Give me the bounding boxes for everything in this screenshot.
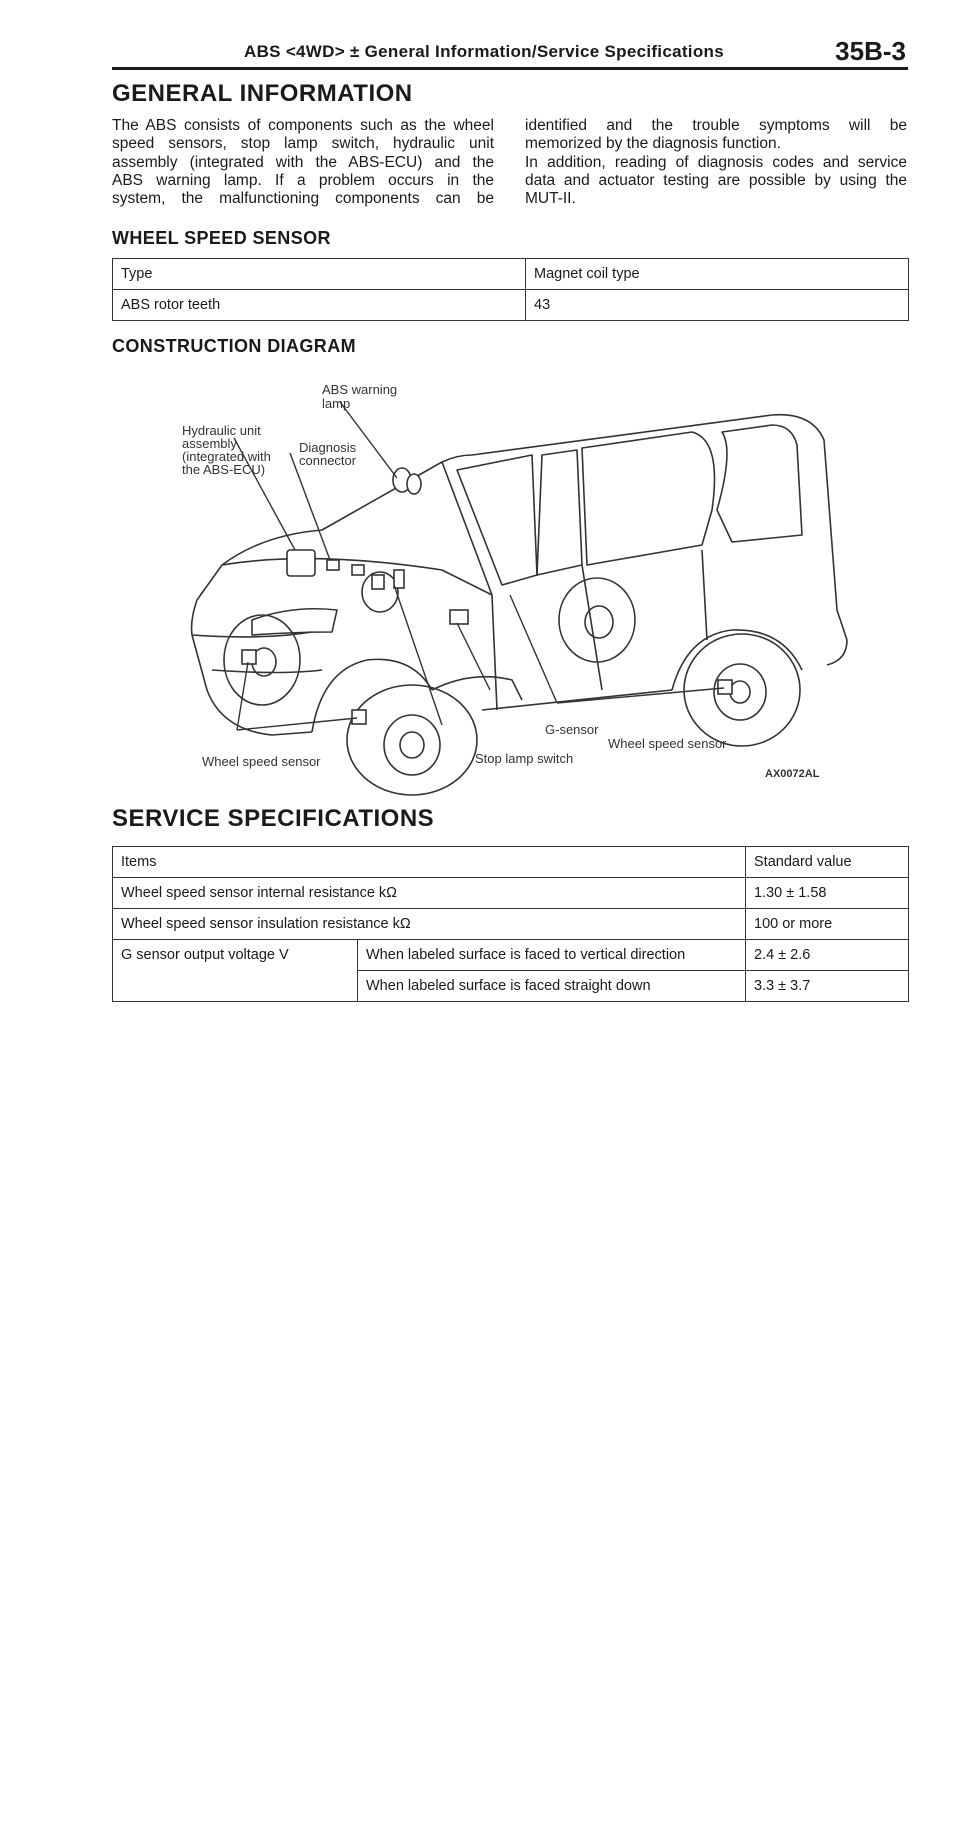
- label-hydraulic-unit-line4: the ABS-ECU): [182, 462, 266, 477]
- table-row: [113, 878, 909, 909]
- table-cell: Wheel speed sensor insulation resistance kΩ: [113, 909, 746, 940]
- page-header: [112, 36, 908, 68]
- figure-code: AX0072AL: [765, 768, 820, 780]
- label-diagnosis-connector-line2: connector: [299, 453, 357, 468]
- table-cell: 2.4 ± 2.6: [746, 940, 909, 971]
- text-line: MUT-II.: [525, 190, 576, 208]
- label-stop-lamp-switch: Stop lamp switch: [475, 751, 574, 766]
- text-line: In addition, reading of diagnosis codes and service: [525, 153, 907, 171]
- label-abs-warning-lamp: ABS warning: [322, 382, 398, 397]
- table-cell: 100 or more: [746, 909, 909, 940]
- service-specifications-table: [112, 846, 909, 1002]
- vehicle-construction-diagram: [112, 370, 909, 800]
- general-info-left-column: [112, 117, 494, 208]
- general-information-heading: GENERAL INFORMATION: [112, 80, 413, 107]
- text-line: The ABS consists of components such as the wheel: [112, 117, 494, 134]
- table-cell: Type: [113, 259, 526, 290]
- table-cell: When labeled surface is faced to vertical direction: [358, 940, 746, 971]
- table-row: [113, 259, 909, 290]
- label-wheel-speed-sensor-rear: Wheel speed sensor: [608, 736, 727, 751]
- text-line: memorized by the diagnosis function.: [525, 135, 781, 153]
- column-header-items: Items: [113, 847, 746, 878]
- table-cell: ABS rotor teeth: [113, 290, 526, 321]
- table-row: [113, 290, 909, 321]
- table-header-row: [113, 847, 909, 878]
- table-cell: 3.3 ± 3.7: [746, 971, 909, 1002]
- label-wheel-speed-sensor-front: Wheel speed sensor: [202, 754, 321, 769]
- header-title: ABS <4WD> ± General Information/Service Specifications: [244, 42, 724, 61]
- text-line: ABS warning lamp. If a problem occurs in the: [112, 171, 494, 189]
- label-hydraulic-unit-line2: assembly: [182, 436, 237, 451]
- table-row: [113, 909, 909, 940]
- text-line: system, the malfunctioning components can be: [112, 190, 494, 208]
- label-hydraulic-unit-line3: (integrated with: [182, 449, 271, 464]
- header-rule: [112, 67, 908, 70]
- components: [242, 468, 732, 724]
- table-row: [113, 940, 909, 971]
- table-cell: Wheel speed sensor internal resistance kΩ: [113, 878, 746, 909]
- text-line: assembly (integrated with the ABS-ECU) and the: [112, 153, 494, 171]
- table-cell: G sensor output voltage V: [113, 940, 358, 1002]
- text-line: speed sensors, stop lamp switch, hydraulic unit: [112, 135, 494, 153]
- label-abs-warning-lamp-line2: lamp: [322, 396, 351, 411]
- construction-diagram-heading: CONSTRUCTION DIAGRAM: [112, 336, 356, 356]
- text-line: data and actuator testing are possible by using the: [525, 171, 907, 189]
- column-header-standard-value: Standard value: [746, 847, 909, 878]
- table-cell: When labeled surface is faced straight down: [358, 971, 746, 1002]
- table-cell: 43: [526, 290, 909, 321]
- text-line: identified and the trouble symptoms will be: [525, 117, 907, 134]
- label-g-sensor: G-sensor: [545, 722, 599, 737]
- table-cell: Magnet coil type: [526, 259, 909, 290]
- general-info-right-column: [525, 117, 907, 208]
- service-specifications-heading: SERVICE SPECIFICATIONS: [112, 805, 435, 832]
- wheel-speed-sensor-heading: WHEEL SPEED SENSOR: [112, 228, 331, 248]
- page-number: 35B-3: [835, 36, 906, 66]
- table-cell: 1.30 ± 1.58: [746, 878, 909, 909]
- label-hydraulic-unit: Hydraulic unit: [182, 423, 261, 438]
- wheel-speed-sensor-table: [112, 258, 909, 321]
- label-diagnosis-connector: Diagnosis: [299, 440, 357, 455]
